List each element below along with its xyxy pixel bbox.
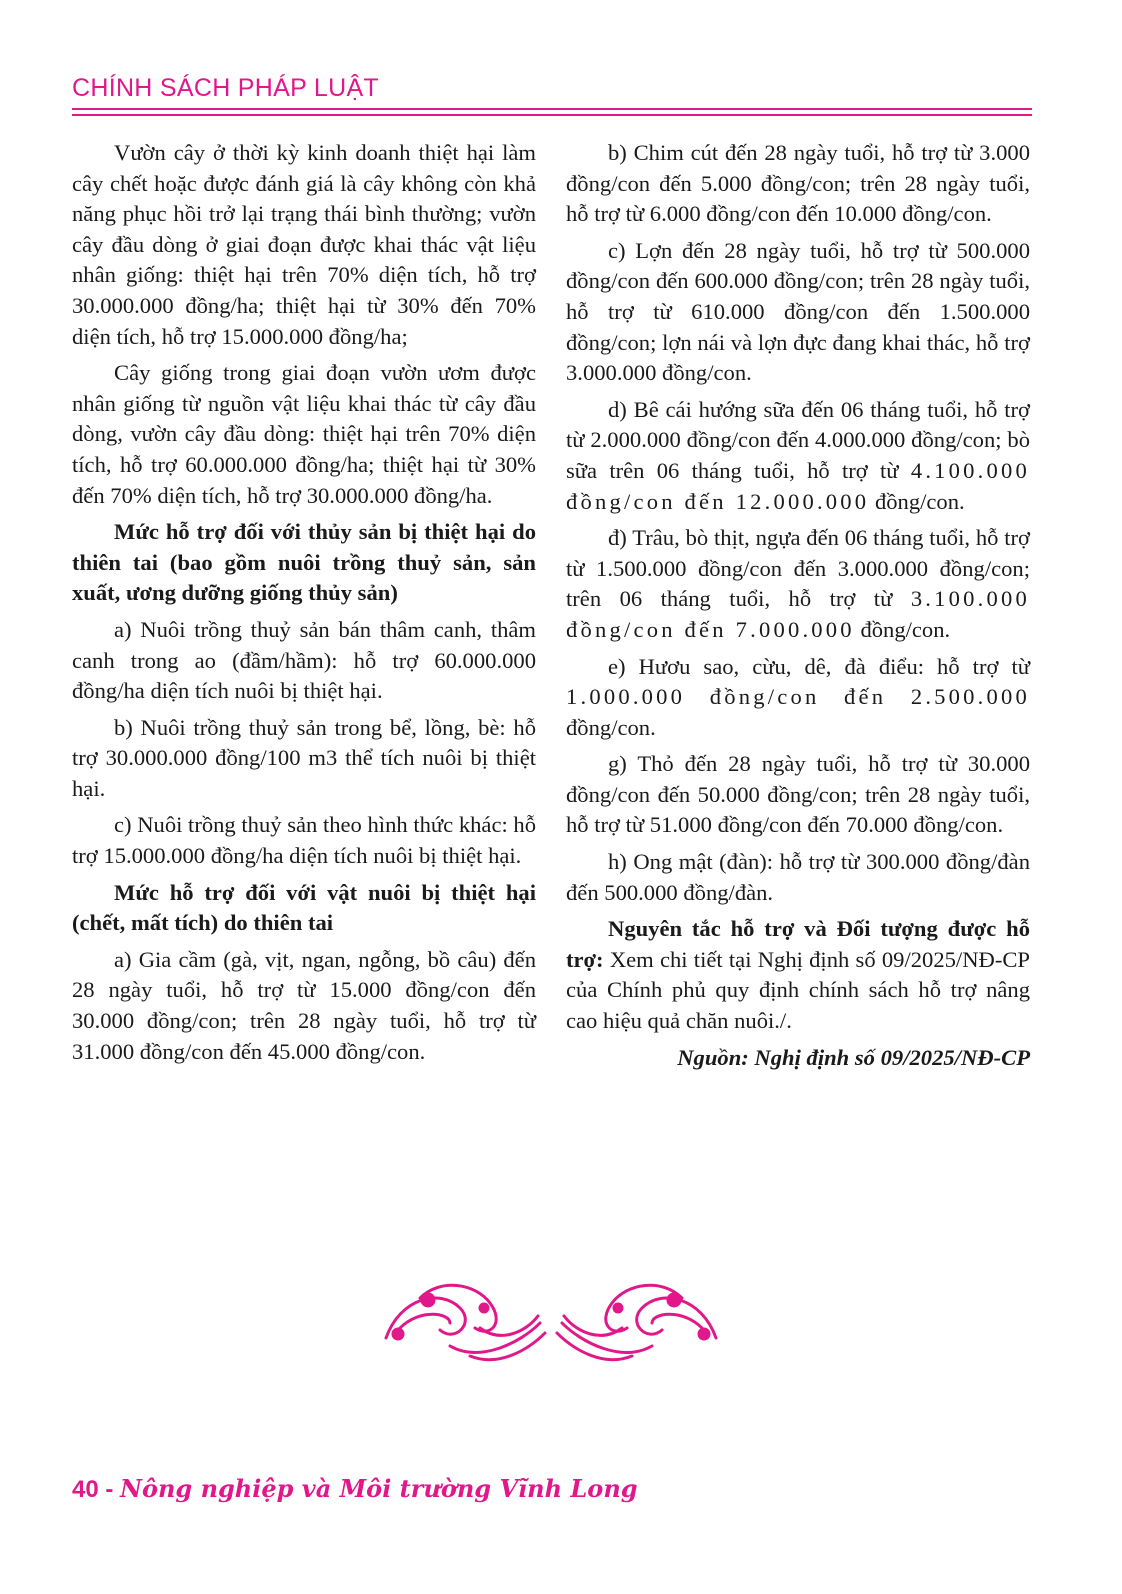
paragraph: g) Thỏ đến 28 ngày tuổi, hỗ trợ từ 30.000 đồng/con đến 50.000 đồng/con; trên 28 ngày tuổi, hỗ trợ từ 51.000 đồng/con đến 70.000 đồng/con. [566, 751, 1030, 838]
left-column [72, 138, 536, 1073]
magazine-name: Nông nghiệp và Môi trường Vĩnh Long [120, 1474, 638, 1503]
text-run: 3.100.000 đồng/con đến 7.000.000 [566, 586, 1030, 642]
text-run: đ) Trâu, bò thịt, ngựa đến 06 tháng tuổi, hỗ trợ từ 1.500.000 đồng/con đến 3.000.000 đồng/con; trên 06 tháng tuổi, hỗ trợ từ [566, 525, 1030, 612]
page-number: 40 - [72, 1476, 121, 1503]
text-run: d) Bê cái hướng sữa đến 06 tháng tuổi, hỗ trợ từ 2.000.000 đồng/con đến 4.000.000 đồng/con; bò sữa trên 06 tháng tuổi, hỗ trợ từ [566, 396, 1030, 483]
header-rule-bottom [72, 114, 1032, 116]
ornament-left-half [386, 1285, 545, 1359]
text-run: 1.000.000 đồng/con đến 2.500.000 [566, 684, 1030, 710]
paragraph: Cây giống trong giai đoạn vườn ươm được nhân giống từ nguồn vật liệu khai thác từ cây đầu dòng, vườn cây đầu dòng: thiệt hại trên 70% diện tích, hỗ trợ 60.000.000 đồng/ha; thiệt hại từ 30% đến 70% diện tích, hỗ trợ 30.000.000 đồng/ha. [72, 360, 536, 508]
section-title: CHÍNH SÁCH PHÁP LUẬT [72, 74, 379, 102]
text-run: đồng/con. [860, 616, 951, 642]
paragraph [566, 652, 1030, 744]
text-run: đồng/con. [874, 488, 965, 514]
header-rule-top [72, 108, 1032, 110]
paragraph: a) Gia cầm (gà, vịt, ngan, ngỗng, bồ câu) đến 28 ngày tuổi, hỗ trợ từ 15.000 đồng/con đến 30.000 đồng/con; trên 28 ngày tuổi, hỗ trợ từ 31.000 đồng/con đến 45.000 đồng/con. [72, 946, 536, 1064]
paragraph: h) Ong mật (đàn): hỗ trợ từ 300.000 đồng/đàn đến 500.000 đồng/đàn. [566, 849, 1030, 905]
ornament-right-half [557, 1285, 716, 1359]
paragraph [566, 914, 1030, 1036]
decorative-ornament [380, 1268, 722, 1368]
paragraph [566, 523, 1030, 645]
paragraph [566, 395, 1030, 517]
section-heading: Mức hỗ trợ đối với vật nuôi bị thiệt hại (chết, mất tích) do thiên tai [72, 879, 536, 936]
paragraph: b) Nuôi trồng thuỷ sản trong bể, lồng, bè: hỗ trợ 30.000.000 đồng/100 m3 thể tích nuôi bị thiệt hại. [72, 714, 536, 801]
paragraph: a) Nuôi trồng thuỷ sản bán thâm canh, thâm canh trong ao (đầm/hầm): hỗ trợ 60.000.000 đồng/ha diện tích nuôi bị thiệt hại. [72, 616, 536, 704]
paragraph: c) Nuôi trồng thuỷ sản theo hình thức khác: hỗ trợ 15.000.000 đồng/ha diện tích nuôi bị thiệt hại. [72, 812, 536, 869]
paragraph: b) Chim cút đến 28 ngày tuổi, hỗ trợ từ 3.000 đồng/con đến 5.000 đồng/con; trên 28 ngày tuổi, hỗ trợ từ 6.000 đồng/con đến 10.000 đồng/con. [566, 140, 1030, 227]
paragraph: Vườn cây ở thời kỳ kinh doanh thiệt hại làm cây chết hoặc được đánh giá là cây không còn khả năng phục hồi trở lại trạng thái bình thường; vườn cây đầu dòng ở giai đoạn được khai thác vật liệu nhân giống: thiệt hại trên 70% diện tích, hỗ trợ 30.000.000 đồng/ha; thiệt hại từ 30% đến 70% diện tích, hỗ trợ 15.000.000 đồng/ha; [72, 140, 536, 349]
right-column [566, 138, 1030, 1079]
source-citation: Nguồn: Nghị định số 09/2025/NĐ-CP [677, 1044, 1030, 1070]
text-run: đồng/con. [566, 714, 656, 740]
page-footer [72, 1474, 638, 1504]
paragraph: c) Lợn đến 28 ngày tuổi, hỗ trợ từ 500.000 đồng/con đến 600.000 đồng/con; trên 28 ngày tuổi, hỗ trợ từ 610.000 đồng/con đến 1.500.000 đồng/con; lợn nái và lợn đực đang khai thác, hỗ trợ 3.000.000 đồng/con. [566, 237, 1030, 386]
text-run: Xem chi tiết tại Nghị định số 09/2025/NĐ-CP của Chính phủ quy định chính sách hỗ trợ nâng cao hiệu quả chăn nuôi./. [566, 946, 1030, 1034]
text-run: 4.100.000 đồng/con đến 12.000.000 [566, 457, 1031, 514]
principle-heading: Nguyên tắc hỗ trợ và Đối tượng được hỗ trợ: [566, 916, 1030, 972]
section-heading: Mức hỗ trợ đối với thủy sản bị thiệt hại do thiên tai (bao gồm nuôi trồng thuỷ sản, sản xuất, ương dưỡng giống thủy sản) [72, 519, 536, 606]
text-run: e) Hươu sao, cừu, dê, đà điểu: hỗ trợ từ [608, 653, 1030, 679]
